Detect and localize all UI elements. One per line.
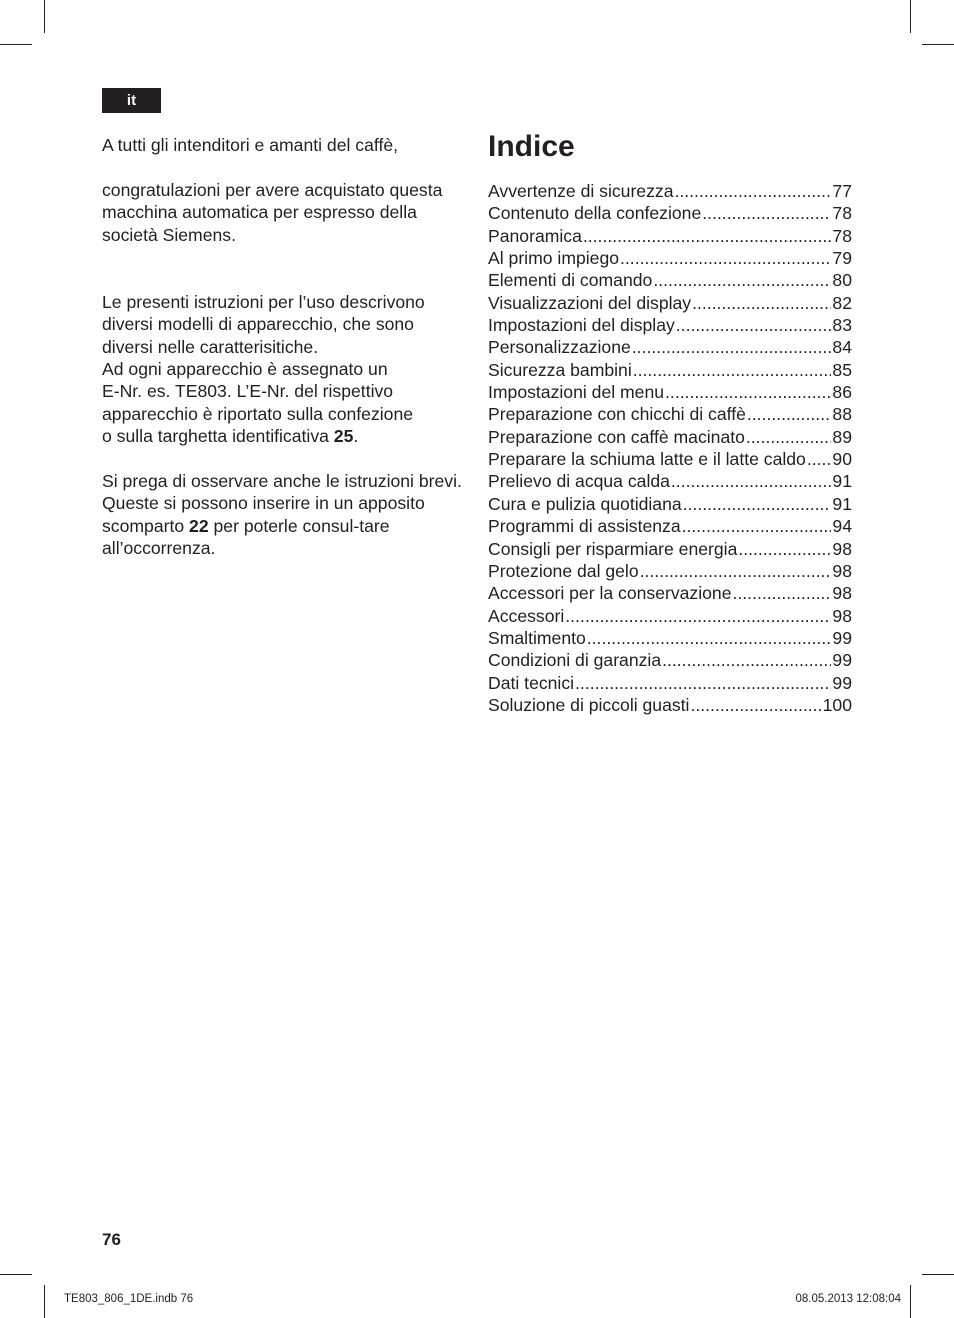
toc-entry-page: 90 <box>832 449 852 470</box>
intro-paragraph-3-end: per poterle consul-tare all’occorrenza. <box>102 515 390 559</box>
crop-mark-bottom-right-h <box>922 1274 954 1275</box>
toc-entry[interactable] <box>488 649 852 671</box>
toc-entry[interactable] <box>488 493 852 515</box>
language-tab: it <box>102 88 161 113</box>
toc-dot-leader <box>633 359 832 381</box>
toc-entry-page: 98 <box>832 560 852 581</box>
page-number: 76 <box>102 1230 121 1249</box>
toc-entry-title: Soluzione di piccoli guasti <box>488 694 690 715</box>
toc-entry-page: 78 <box>832 225 852 246</box>
intro-paragraph-2-lines <box>102 291 472 425</box>
toc-entry[interactable] <box>488 448 852 470</box>
intro-paragraph-2-line: Le presenti istruzioni per l’uso descrivono <box>102 291 425 312</box>
toc-entry-page: 91 <box>832 493 852 514</box>
toc-entry[interactable] <box>488 314 852 336</box>
toc-entry[interactable] <box>488 202 852 224</box>
toc-entry-page: 98 <box>832 583 852 604</box>
toc-entry[interactable] <box>488 582 852 604</box>
toc-entry-title: Impostazioni del display <box>488 315 675 336</box>
toc-entry[interactable] <box>488 292 852 314</box>
crop-mark-bottom-left-h <box>0 1274 32 1275</box>
intro-paragraph-2-last-line <box>102 425 472 447</box>
crop-mark-bottom-right <box>910 1285 911 1318</box>
toc-entry-title: Personalizzazione <box>488 337 631 358</box>
crop-mark-top-right-h <box>922 44 954 45</box>
toc-dot-leader <box>807 448 832 470</box>
toc-entry[interactable] <box>488 627 852 649</box>
table-of-contents <box>488 180 852 716</box>
toc-entry-page: 98 <box>832 538 852 559</box>
toc-entry-title: Preparazione con caffè macinato <box>488 426 745 447</box>
toc-entry-title: Avvertenze di sicurezza <box>488 181 674 201</box>
intro-paragraph-2-line: E-Nr. es. TE803. L’E-Nr. del rispettivo <box>102 381 394 402</box>
toc-entry-page: 100 <box>822 694 852 715</box>
intro-paragraph-2-line: diversi nelle caratterisitiche. <box>102 336 319 357</box>
print-slug-date: 08.05.2013 12:08:04 <box>795 1293 901 1305</box>
toc-dot-leader <box>692 292 831 314</box>
intro-paragraph-2-line: diversi modelli di apparecchio, che sono <box>102 314 414 335</box>
toc-entry[interactable] <box>488 359 852 381</box>
toc-entry-page: 79 <box>832 248 852 269</box>
intro-paragraph-3 <box>102 470 472 560</box>
toc-entry-page: 99 <box>832 627 852 648</box>
toc-entry-page: 94 <box>832 516 852 537</box>
toc-dot-leader <box>676 314 832 336</box>
toc-dot-leader <box>733 582 832 604</box>
toc-entry-title: Condizioni di garanzia <box>488 650 662 671</box>
toc-dot-leader <box>587 627 832 649</box>
toc-entry-page: 99 <box>832 650 852 671</box>
reference-number-25: 25 <box>333 426 354 447</box>
crop-mark-top-right <box>910 0 911 33</box>
toc-dot-leader <box>682 515 832 537</box>
crop-mark-top-left-h <box>0 44 32 45</box>
toc-entry-page: 80 <box>832 270 852 291</box>
toc-entry[interactable] <box>488 538 852 560</box>
toc-entry[interactable] <box>488 560 852 582</box>
toc-dot-leader <box>575 672 831 694</box>
toc-dot-leader <box>702 202 831 224</box>
toc-entry-title: Accessori <box>488 605 565 626</box>
toc-dot-leader <box>674 180 831 202</box>
toc-entry-page: 84 <box>832 337 852 358</box>
toc-entry[interactable] <box>488 605 852 627</box>
toc-entry-title: Preparazione con chicchi di caffè <box>488 404 746 425</box>
toc-entry-title: Al primo impiego <box>488 248 620 269</box>
crop-mark-top-left <box>44 0 45 33</box>
toc-entry[interactable] <box>488 426 852 448</box>
toc-entry-title: Cura e pulizia quotidiana <box>488 493 682 514</box>
toc-dot-leader <box>690 694 821 716</box>
toc-dot-leader <box>632 336 832 358</box>
toc-entry-page: 88 <box>832 404 852 425</box>
intro-paragraph-2 <box>102 291 472 448</box>
reference-number-22: 22 <box>189 515 209 536</box>
toc-dot-leader <box>583 225 832 247</box>
toc-entry-page: 89 <box>832 426 852 447</box>
intro-paragraph-2-last-text: o sulla targhetta identificativa <box>102 426 334 447</box>
toc-entry-title: Preparare la schiuma latte e il latte caldo <box>488 449 806 470</box>
intro-paragraph-1: congratulazioni per avere acquistato questa macchina automatica per espresso della società Siemens. <box>102 179 443 245</box>
intro-paragraph-2-line: apparecchio è riportato sulla confezione <box>102 403 414 424</box>
toc-entry-page: 86 <box>832 382 852 403</box>
toc-title: Indice <box>488 130 575 163</box>
toc-entry-page: 98 <box>832 605 852 626</box>
toc-entry-title: Panoramica <box>488 225 582 246</box>
crop-mark-bottom-left <box>44 1285 45 1318</box>
toc-entry-title: Visualizzazioni del display <box>488 292 692 313</box>
toc-dot-leader <box>747 403 832 425</box>
toc-entry[interactable] <box>488 694 852 716</box>
toc-entry-title: Protezione dal gelo <box>488 560 639 581</box>
toc-entry-title: Smaltimento <box>488 627 586 648</box>
toc-entry-page: 83 <box>832 315 852 336</box>
toc-entry[interactable] <box>488 180 852 202</box>
toc-entry[interactable] <box>488 672 852 694</box>
intro-greeting: A tutti gli intenditori e amanti del caffè, <box>102 135 399 155</box>
toc-dot-leader <box>746 426 832 448</box>
toc-entry-title: Consigli per risparmiare energia <box>488 538 738 559</box>
intro-paragraph-3-text: Si prega di osservare anche le istruzioni brevi. Queste si possono inserire in un apposito scomparto <box>102 471 462 536</box>
toc-entry[interactable] <box>488 470 852 492</box>
toc-dot-leader <box>665 381 831 403</box>
toc-entry[interactable] <box>488 403 852 425</box>
toc-entry[interactable] <box>488 247 852 269</box>
toc-dot-leader <box>653 269 831 291</box>
toc-dot-leader <box>671 470 832 492</box>
toc-entry-page: 91 <box>832 471 852 492</box>
toc-entry[interactable] <box>488 381 852 403</box>
toc-dot-leader <box>565 605 831 627</box>
toc-dot-leader <box>640 560 832 582</box>
toc-entry[interactable] <box>488 336 852 358</box>
toc-dot-leader <box>738 538 831 560</box>
toc-entry-title: Sicurezza bambini <box>488 359 632 380</box>
toc-dot-leader <box>662 649 831 671</box>
toc-entry-page: 99 <box>832 672 852 693</box>
toc-entry-page: 77 <box>832 181 852 201</box>
toc-entry[interactable] <box>488 269 852 291</box>
toc-entry-page: 82 <box>832 292 852 313</box>
toc-entry[interactable] <box>488 515 852 537</box>
toc-entry-page: 78 <box>832 203 852 224</box>
intro-column <box>102 134 472 560</box>
toc-dot-leader <box>620 247 831 269</box>
toc-entry-title: Elementi di comando <box>488 270 653 291</box>
toc-entry-title: Impostazioni del menu <box>488 382 665 403</box>
toc-entry-title: Programmi di assistenza <box>488 516 681 537</box>
toc-dot-leader <box>683 493 832 515</box>
toc-entry-title: Contenuto della confezione <box>488 203 702 224</box>
intro-paragraph-2-line: Ad ogni apparecchio è assegnato un <box>102 359 388 380</box>
toc-entry[interactable] <box>488 225 852 247</box>
print-slug-file: TE803_806_1DE.indb 76 <box>64 1293 194 1305</box>
toc-entry-title: Accessori per la conservazione <box>488 583 732 604</box>
toc-entry-title: Prelievo di acqua calda <box>488 471 670 492</box>
toc-entry-page: 85 <box>832 359 852 380</box>
intro-paragraph-2-end: . <box>353 426 359 447</box>
toc-entry-title: Dati tecnici <box>488 672 575 693</box>
